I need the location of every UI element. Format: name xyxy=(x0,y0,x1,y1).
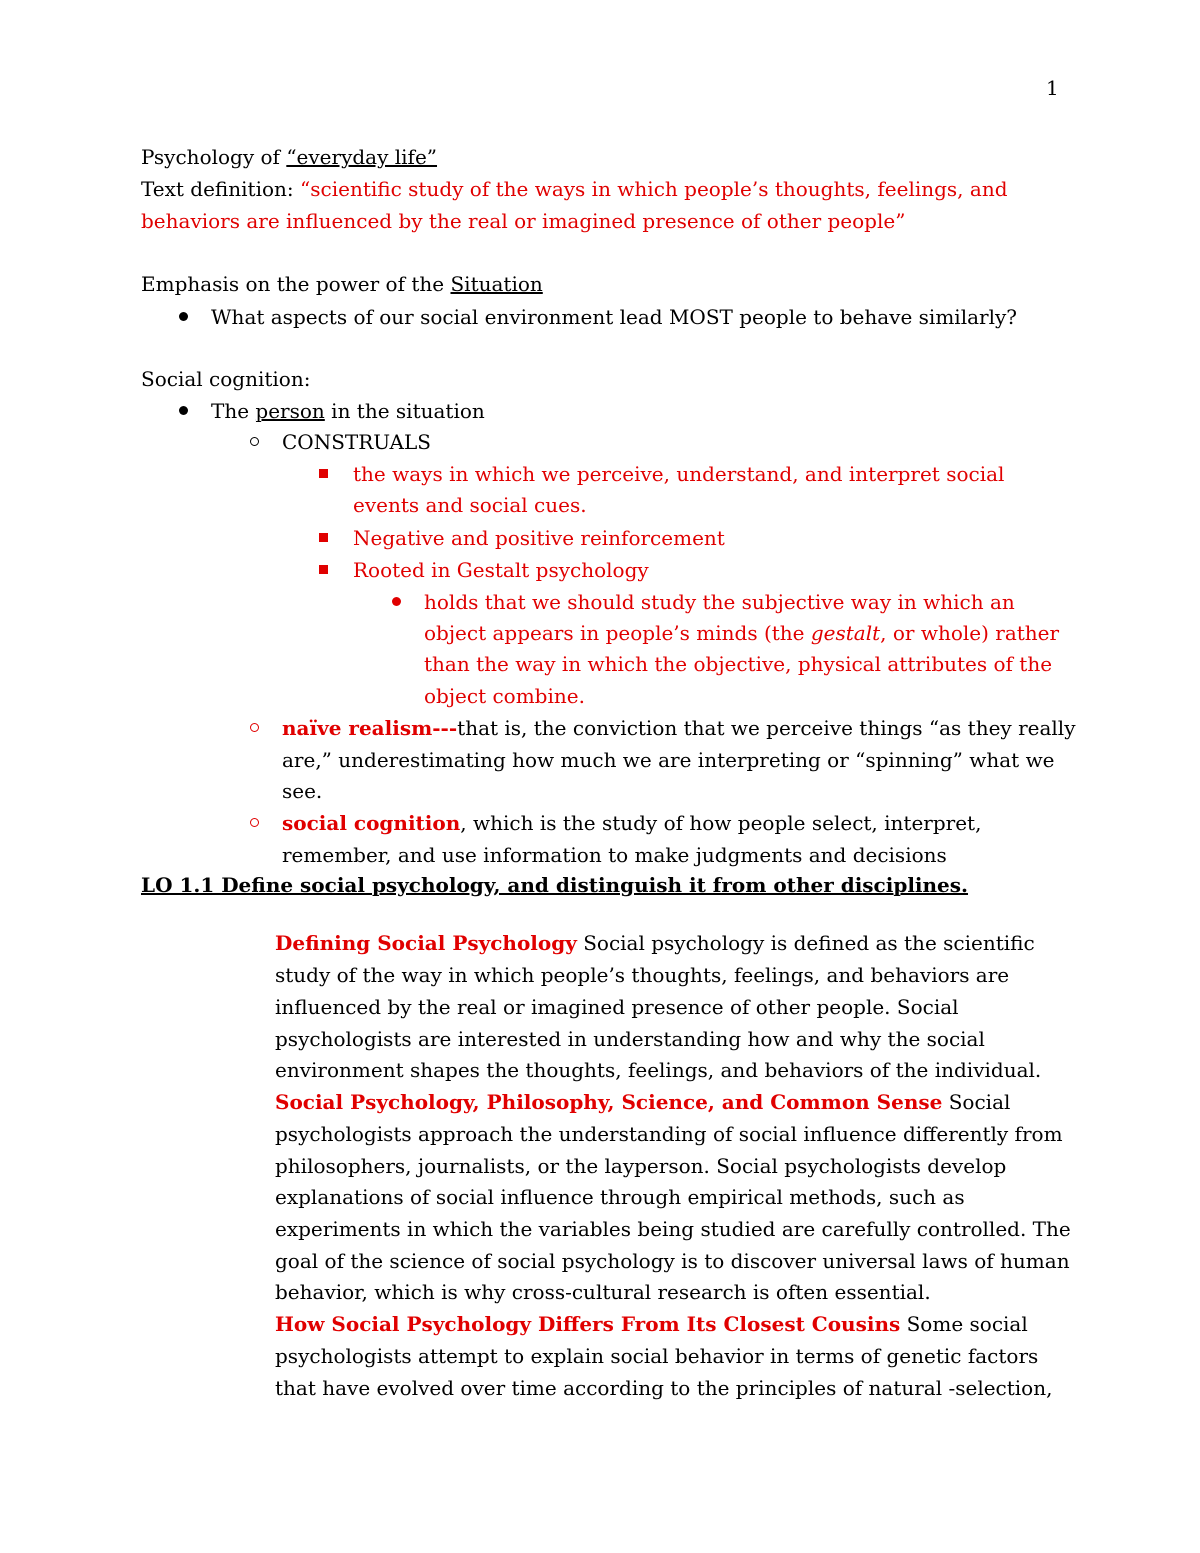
s2-line-4: explanations of social influence through empirical methods, such as xyxy=(275,1185,965,1209)
definition-line-2: behaviors are influenced by the real or imagined presence of other people” xyxy=(141,209,906,233)
title-prefix: Psychology of xyxy=(141,145,287,169)
s2-line-6: goal of the science of social psychology is to discover universal laws of human xyxy=(275,1249,1070,1273)
naive-line-3: see. xyxy=(282,779,323,803)
bullet-square-icon xyxy=(319,565,328,574)
definition-text-1: “scientific study of the ways in which people’s thoughts, feelings, and xyxy=(300,177,1008,201)
s1-line-3: influenced by the real or imagined presence of other people. Social xyxy=(275,995,959,1019)
s1-text-1: Social psychology is defined as the scientific xyxy=(576,931,1035,955)
s2-heading: Social Psychology, Philosophy, Science, and Common Sense xyxy=(275,1090,943,1114)
lo-heading: LO 1.1 Define social psychology, and distinguish it from other disciplines. xyxy=(141,873,969,897)
bullet-disc-icon xyxy=(179,406,188,415)
emphasis-prefix: Emphasis on the power of the xyxy=(141,272,451,296)
emphasis-bullet: What aspects of our social environment lead MOST people to behave similarly? xyxy=(211,305,1017,329)
person-pre: The xyxy=(211,399,256,423)
title-quoted: “everyday life” xyxy=(286,145,438,169)
s2-line-5: experiments in which the variables being studied are carefully controlled. The xyxy=(275,1217,1071,1241)
gestalt-line-2 xyxy=(424,621,1059,645)
doc-title xyxy=(141,145,437,169)
s2-line-1 xyxy=(275,1090,1010,1114)
s1-line-2: study of the way in which people’s thoughts, feelings, and behaviors are xyxy=(275,963,1010,987)
gestalt-line-1: holds that we should study the subjective way in which an xyxy=(424,590,1015,614)
s2-line-2: psychologists approach the understanding of social influence differently from xyxy=(275,1122,1063,1146)
s1-line-4: psychologists are interested in understanding how and why the social xyxy=(275,1027,985,1051)
bullet-disc-icon xyxy=(179,312,188,321)
definition-label: Text definition: xyxy=(141,177,301,201)
s3-line-1 xyxy=(275,1312,1028,1336)
emphasis-situation: Situation xyxy=(450,272,543,296)
gestalt-line-2-pre: object appears in people’s minds (the xyxy=(424,621,811,645)
s2-line-3: philosophers, journalists, or the layperson. Social psychologists develop xyxy=(275,1154,1007,1178)
s2-text-1: Social xyxy=(942,1090,1011,1114)
s3-line-2: psychologists attempt to explain social behavior in terms of genetic factors xyxy=(275,1344,1039,1368)
gestalt-line-3: than the way in which the objective, physical attributes of the xyxy=(424,652,1053,676)
bullet-ring-icon xyxy=(250,437,259,446)
bullet-ring-red-icon xyxy=(250,723,259,732)
sc-term: social cognition xyxy=(282,811,461,835)
naive-text-1: that is, the conviction that we perceive things “as they really xyxy=(457,716,1076,740)
naive-term: naïve realism--- xyxy=(282,716,458,740)
s3-line-3: that have evolved over time according to the principles of natural -selection, xyxy=(275,1376,1053,1400)
gestalt-line-4: object combine. xyxy=(424,684,585,708)
s2-line-7: behavior, which is why cross-cultural research is often essential. xyxy=(275,1280,931,1304)
construal-2: Negative and positive reinforcement xyxy=(353,526,725,550)
person-word: person xyxy=(255,399,325,423)
s1-line-5: environment shapes the thoughts, feelings, and behaviors of the individual. xyxy=(275,1058,1042,1082)
naive-line-2: are,” underestimating how much we are interpreting or “spinning” what we xyxy=(282,748,1055,772)
construal-1-line-1: the ways in which we perceive, understand, and interpret social xyxy=(353,462,1005,486)
s1-line-1 xyxy=(275,931,1035,955)
bullet-square-icon xyxy=(319,533,328,542)
cognition-heading: Social cognition: xyxy=(141,367,311,391)
bullet-disc-red-icon xyxy=(392,597,401,606)
emphasis-line xyxy=(141,272,543,296)
sc-line-1 xyxy=(282,811,981,835)
person-post: in the situation xyxy=(324,399,485,423)
s3-text-1: Some social xyxy=(900,1312,1028,1336)
sc-text-1: , which is the study of how people select, interpret, xyxy=(460,811,982,835)
gestalt-line-2-post: , or whole) rather xyxy=(880,621,1060,645)
page-number: 1 xyxy=(1046,76,1059,100)
definition-line-1 xyxy=(141,177,1008,201)
construal-3: Rooted in Gestalt psychology xyxy=(353,558,649,582)
construals-label: CONSTRUALS xyxy=(282,430,431,454)
bullet-square-icon xyxy=(319,469,328,478)
bullet-ring-red-icon xyxy=(250,818,259,827)
s1-heading: Defining Social Psychology xyxy=(275,931,577,955)
gestalt-italic: gestalt xyxy=(810,621,881,645)
sc-line-2: remember, and use information to make judgments and decisions xyxy=(282,843,947,867)
construal-1-line-2: events and social cues. xyxy=(353,493,587,517)
s3-heading: How Social Psychology Differs From Its Closest Cousins xyxy=(275,1312,901,1336)
naive-line-1 xyxy=(282,716,1076,740)
person-line xyxy=(211,399,485,423)
